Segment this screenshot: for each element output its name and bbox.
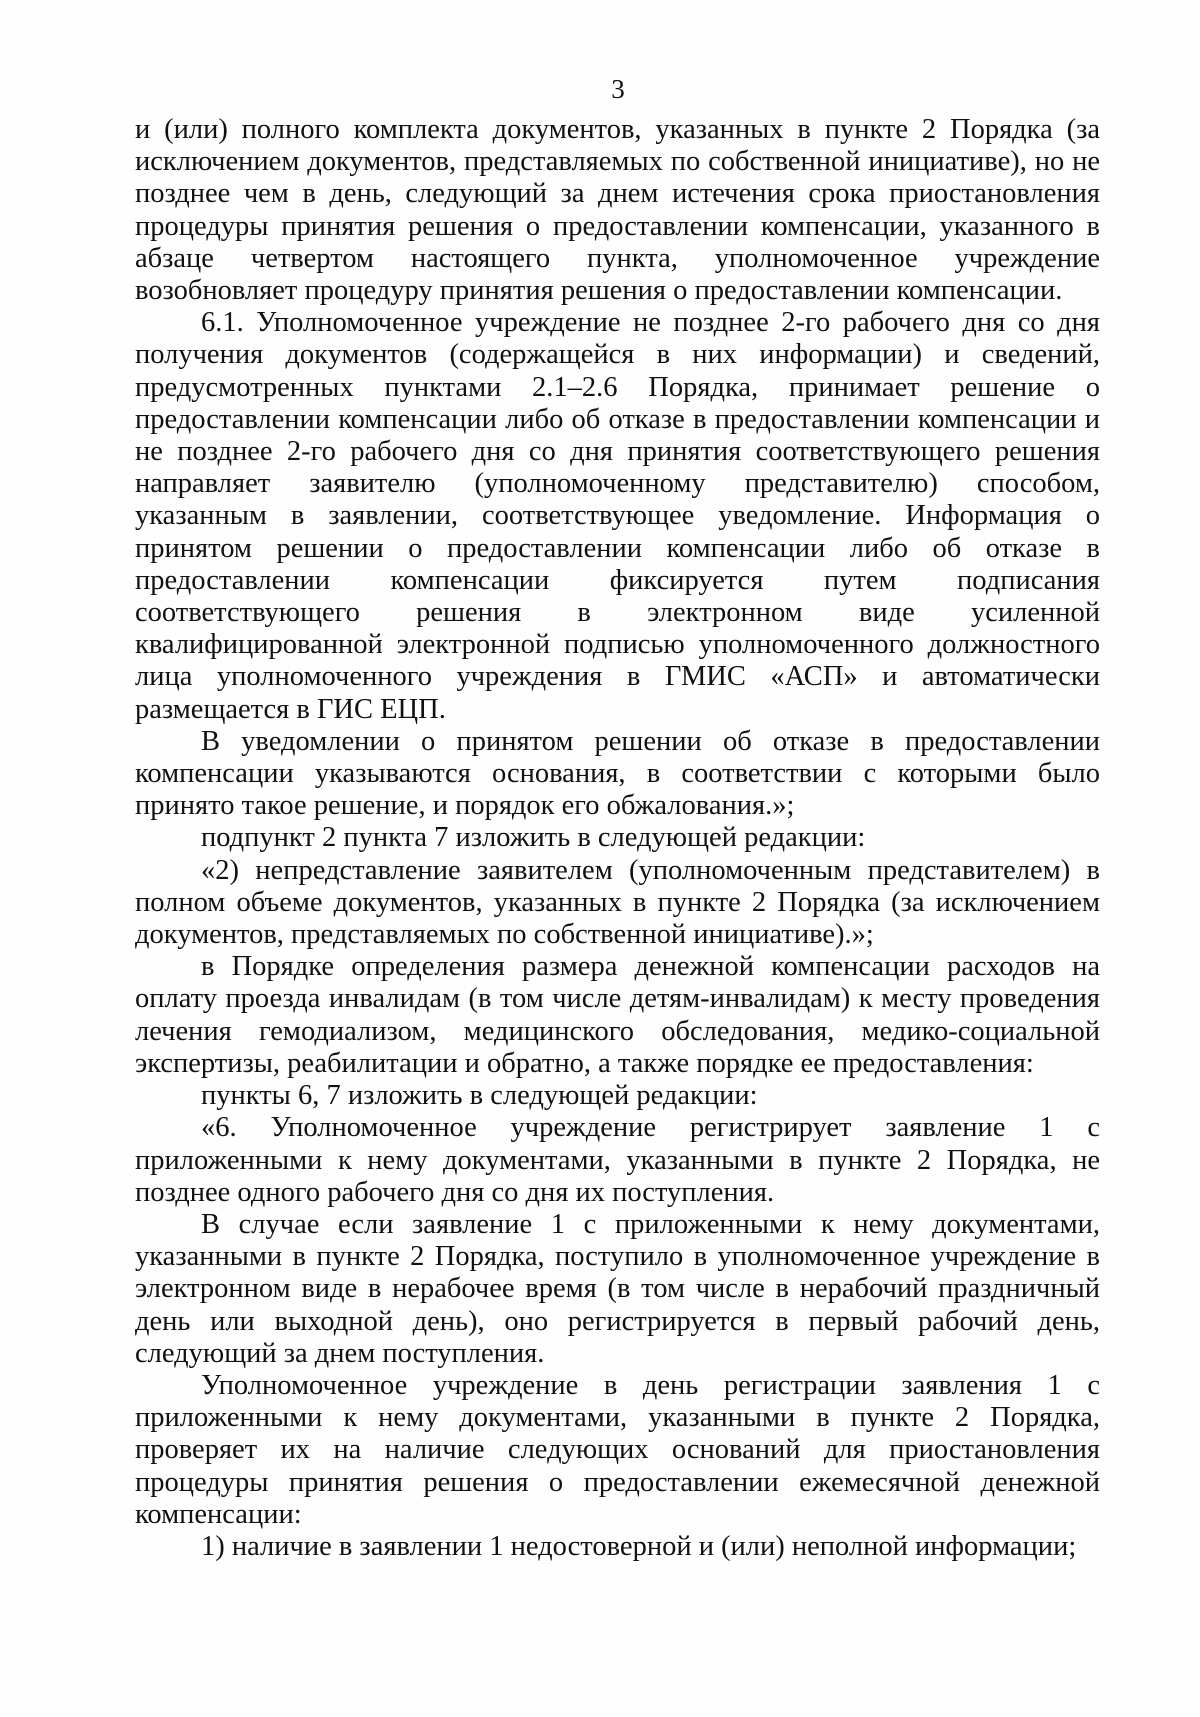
paragraph-points-6-7-intro: пункты 6, 7 изложить в следующей редакции: [201, 1080, 758, 1112]
page-number: 3 [611, 74, 625, 104]
paragraph-subpoint-2: «2) непредставление заявителем (уполномоченным представителем) в полном объеме документов, указанных в пункте 2 Порядка (за исключением документов, представляемых по собственной инициативе).»; [135, 854, 1100, 951]
paragraph-refusal-notice: В уведомлении о принятом решении об отказе в предоставлении компенсации указываются основания, в соответствии с которыми было принято такое решение, и порядок его обжалования.»; [135, 725, 1100, 822]
paragraph-point-6: «6. Уполномоченное учреждение регистрирует заявление 1 с приложенными к нему документами, указанными в пункте 2 Порядка, не позднее одного рабочего дня со дня их поступления. [135, 1112, 1100, 1208]
paragraph-subpoint-2-intro: подпункт 2 пункта 7 изложить в следующей редакции: [201, 822, 866, 854]
paragraph-non-working-time: В случае если заявление 1 с приложенными к нему документами, указанными в пункте 2 Порядка, поступило в уполномоченное учреждение в электронном виде в нерабочее время (в том числе в нерабочий праздничный день или выходной день), оно регистрируется в первый рабочий день, следующий за днем поступления. [135, 1208, 1100, 1369]
paragraph-ground-1: 1) наличие в заявлении 1 недостоверной и (или) неполной информации; [201, 1530, 1077, 1562]
paragraph-procedure-amendment: в Порядке определения размера денежной компенсации расходов на оплату проезда инвалидам (в том числе детям-инвалидам) к месту проведения лечения гемодиализом, медицинского обследования, медико-социальной экспертизы, реабилитации и обратно, а также порядке ее предоставления: [135, 951, 1100, 1079]
paragraph-continuation: и (или) полного комплекта документов, указанных в пункте 2 Порядка (за исключением документов, представляемых по собственной инициативе), но не позднее чем в день, следующий за днем истечения срока приостановления процедуры принятия решения о предоставлении компенсации, указанного в абзаце четвертом настоящего пункта, уполномоченное учреждение возобновляет процедуру принятия решения о предоставлении компенсации. [135, 114, 1100, 307]
document-body [135, 114, 1100, 1563]
paragraph-6-1: 6.1. Уполномоченное учреждение не позднее 2-го рабочего дня со дня получения документов (содержащейся в них информации) и сведений, предусмотренных пунктами 2.1–2.6 Порядка, принимает решение о предоставлении компенсации либо об отказе в предоставлении компенсации и не позднее 2-го рабочего дня со дня принятия соответствующего решения направляет заявителю (уполномоченному представителю) способом, указанным в заявлении, соответствующее уведомление. Информация о принятом решении о предоставлении компенсации либо об отказе в предоставлении компенсации фиксируется путем подписания соответствующего решения в электронном виде усиленной квалифицированной электронной подписью уполномоченного должностного лица уполномоченного учреждения в ГМИС «АСП» и автоматически размещается в ГИС ЕЦП. [135, 307, 1100, 725]
paragraph-verification: Уполномоченное учреждение в день регистрации заявления 1 с приложенными к нему документами, указанными в пункте 2 Порядка, проверяет их на наличие следующих оснований для приостановления процедуры принятия решения о предоставлении ежемесячной денежной компенсации: [135, 1369, 1100, 1530]
